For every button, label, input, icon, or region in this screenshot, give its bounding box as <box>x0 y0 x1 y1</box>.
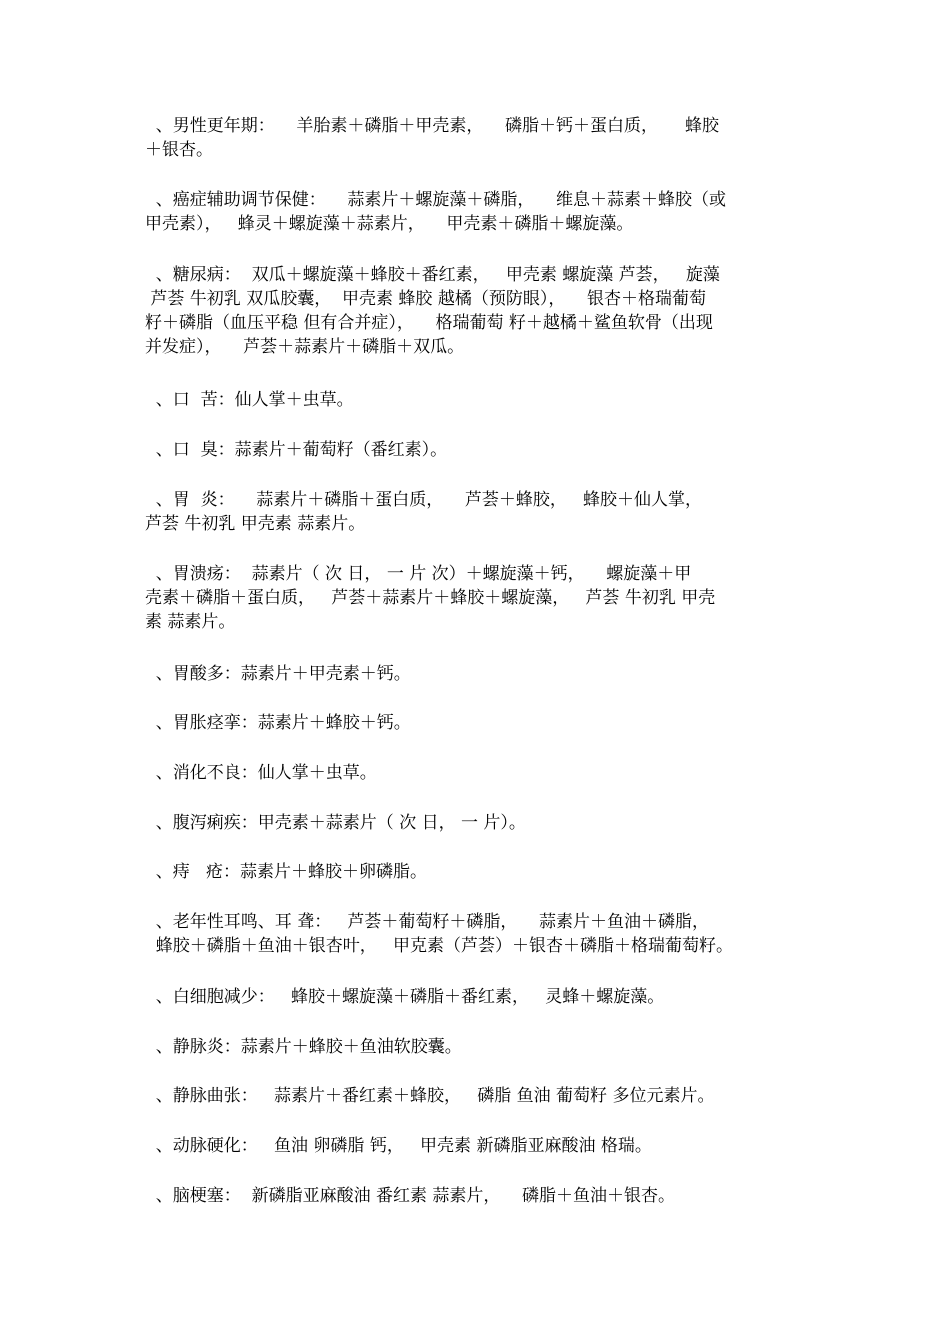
entry-line: 、胃溃疡： 蒜素片（ 次 日， 一 片 次）＋螺旋藻＋钙， 螺旋藻＋甲 <box>145 564 692 584</box>
entry-line: 、癌症辅助调节保健： 蒜素片＋螺旋藻＋磷脂， 维息＋蒜素＋蜂胶（或 <box>145 190 727 210</box>
entry-diarrhea <box>145 811 810 835</box>
entry-line: 芦荟 牛初乳 双瓜胶囊， 甲壳素 蜂胶 越橘（预防眼）， 银杏＋格瑞葡萄 <box>145 289 706 309</box>
entry-line: 、胃酸多：蒜素片＋甲壳素＋钙。 <box>145 664 411 684</box>
entry-line: 、口 苦：仙人掌＋虫草。 <box>145 390 354 410</box>
entry-phlebitis <box>145 1035 810 1059</box>
entry-line: 素 蒜素片。 <box>145 612 236 632</box>
entry-line: 籽＋磷脂（血压平稳 但有合并症）， 格瑞葡萄 籽＋越橘＋鲨鱼软骨（出现 <box>145 313 713 333</box>
entry-line: 、痔 疮：蒜素片＋蜂胶＋卵磷脂。 <box>145 862 428 882</box>
entry-gastritis <box>145 488 810 536</box>
entry-cancer-support <box>145 188 810 236</box>
entry-cerebral-infarction <box>145 1184 810 1208</box>
entry-line: 蜂胶＋磷脂＋鱼油＋银杏叶， 甲克素（芦荟）＋银杏＋磷脂＋格瑞葡萄籽。 <box>145 936 734 956</box>
entry-bitter-mouth <box>145 388 810 412</box>
entry-line: 、静脉曲张： 蒜素片＋番红素＋蜂胶， 磷脂 鱼油 葡萄籽 多位元素片。 <box>145 1086 715 1106</box>
entry-bad-breath <box>145 438 810 462</box>
entry-line: 、动脉硬化： 鱼油 卵磷脂 钙， 甲壳素 新磷脂亚麻酸油 格瑞。 <box>145 1136 652 1156</box>
entry-line: 、糖尿病： 双瓜＋螺旋藻＋蜂胶＋番红素， 甲壳素 螺旋藻 芦荟， 旋藻 <box>145 265 720 285</box>
entry-line: 并发症）， 芦荟＋蒜素片＋磷脂＋双瓜。 <box>145 337 465 357</box>
entry-line: 、男性更年期： 羊胎素＋磷脂＋甲壳素， 磷脂＋钙＋蛋白质， 蜂胶 <box>145 116 720 136</box>
entry-line: 、腹泻痢疾：甲壳素＋蒜素片（ 次 日， 一 片）。 <box>145 813 526 833</box>
entry-acid <box>145 662 810 686</box>
entry-line: 甲壳素）， 蜂灵＋螺旋藻＋蒜素片， 甲壳素＋磷脂＋螺旋藻。 <box>145 214 634 234</box>
entry-line: 、静脉炎：蒜素片＋蜂胶＋鱼油软胶囊。 <box>145 1037 462 1057</box>
entry-line: 、胃 炎： 蒜素片＋磷脂＋蛋白质， 芦荟＋蜂胶， 蜂胶＋仙人掌， <box>145 490 703 510</box>
entry-line: 、脑梗塞： 新磷脂亚麻酸油 番红素 蒜素片， 磷脂＋鱼油＋银杏。 <box>145 1186 676 1206</box>
entry-varicose <box>145 1084 810 1108</box>
entry-bloating <box>145 711 810 735</box>
entry-arteriosclerosis <box>145 1134 810 1158</box>
entry-male-menopause <box>145 114 810 162</box>
entry-indigestion <box>145 761 810 785</box>
entry-leukopenia <box>145 985 810 1009</box>
entry-line: 芦荟 牛初乳 甲壳素 蒜素片。 <box>145 514 366 534</box>
entry-line: 壳素＋磷脂＋蛋白质， 芦荟＋蒜素片＋蜂胶＋螺旋藻， 芦荟 牛初乳 甲壳 <box>145 588 716 608</box>
entry-line: 、胃胀痉挛：蒜素片＋蜂胶＋钙。 <box>145 713 411 733</box>
entry-stomach-ulcer <box>145 562 810 634</box>
entry-line: ＋银杏。 <box>145 140 213 160</box>
entry-hemorrhoids <box>145 860 810 884</box>
entry-tinnitus <box>145 910 810 958</box>
entry-line: 、口 臭：蒜素片＋葡萄籽（番红素）。 <box>145 440 448 460</box>
entry-line: 、老年性耳鸣、耳 聋： 芦荟＋葡萄籽＋磷脂， 蒜素片＋鱼油＋磷脂， <box>145 912 710 932</box>
entry-line: 、白细胞减少： 蜂胶＋螺旋藻＋磷脂＋番红素， 灵蜂＋螺旋藻。 <box>145 987 665 1007</box>
entry-line: 、消化不良：仙人掌＋虫草。 <box>145 763 377 783</box>
entry-diabetes <box>145 263 810 359</box>
